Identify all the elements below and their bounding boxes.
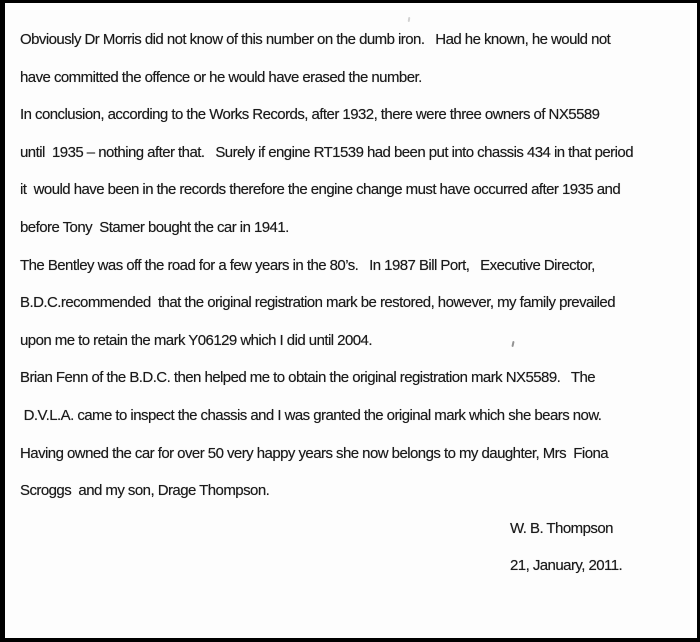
- letter-line-11: D.V.L.A. came to inspect the chassis and I was granted the original mark which she bears now.: [20, 406, 602, 424]
- signature-block: [510, 510, 687, 585]
- letter-line-5: it would have been in the records therefore the engine change must have occurred after 1935 and: [20, 181, 621, 199]
- letter-line-1: Obviously Dr Morris did not know of this number on the dumb iron. Had he known, he would not: [20, 31, 611, 48]
- letter-line-7: The Bentley was off the road for a few years in the 80’s. In 1987 Bill Port, Executive Director,: [20, 256, 595, 274]
- signature-date: 21, January, 2011.: [510, 557, 623, 575]
- letter-line-12: Having owned the car for over 50 very happy years she now belongs to my daughter, Mrs Fiona: [20, 444, 609, 462]
- letter-line-2: have committed the offence or he would have erased the number.: [20, 68, 422, 86]
- signature-name: W. B. Thompson: [510, 519, 613, 537]
- letter-body: [5, 3, 697, 585]
- letter-line-3: In conclusion, according to the Works Records, after 1932, there were three owners of NX5589: [20, 106, 600, 124]
- letter-line-10: Brian Fenn of the B.D.C. then helped me to obtain the original registration mark NX5589. The: [20, 369, 596, 387]
- letter-line-4: until 1935 – nothing after that. Surely if engine RT1539 had been put into chassis 434 in that period: [20, 143, 633, 161]
- letter-line-6: before Tony Stamer bought the car in 1941.: [20, 218, 289, 236]
- letter-line-9: upon me to retain the mark Y06129 which I did until 2004.: [20, 331, 372, 349]
- letter-line-8: B.D.C.recommended that the original registration mark be restored, however, my family prevailed: [20, 294, 615, 312]
- letter-line-13: Scroggs and my son, Drage Thompson.: [20, 482, 270, 500]
